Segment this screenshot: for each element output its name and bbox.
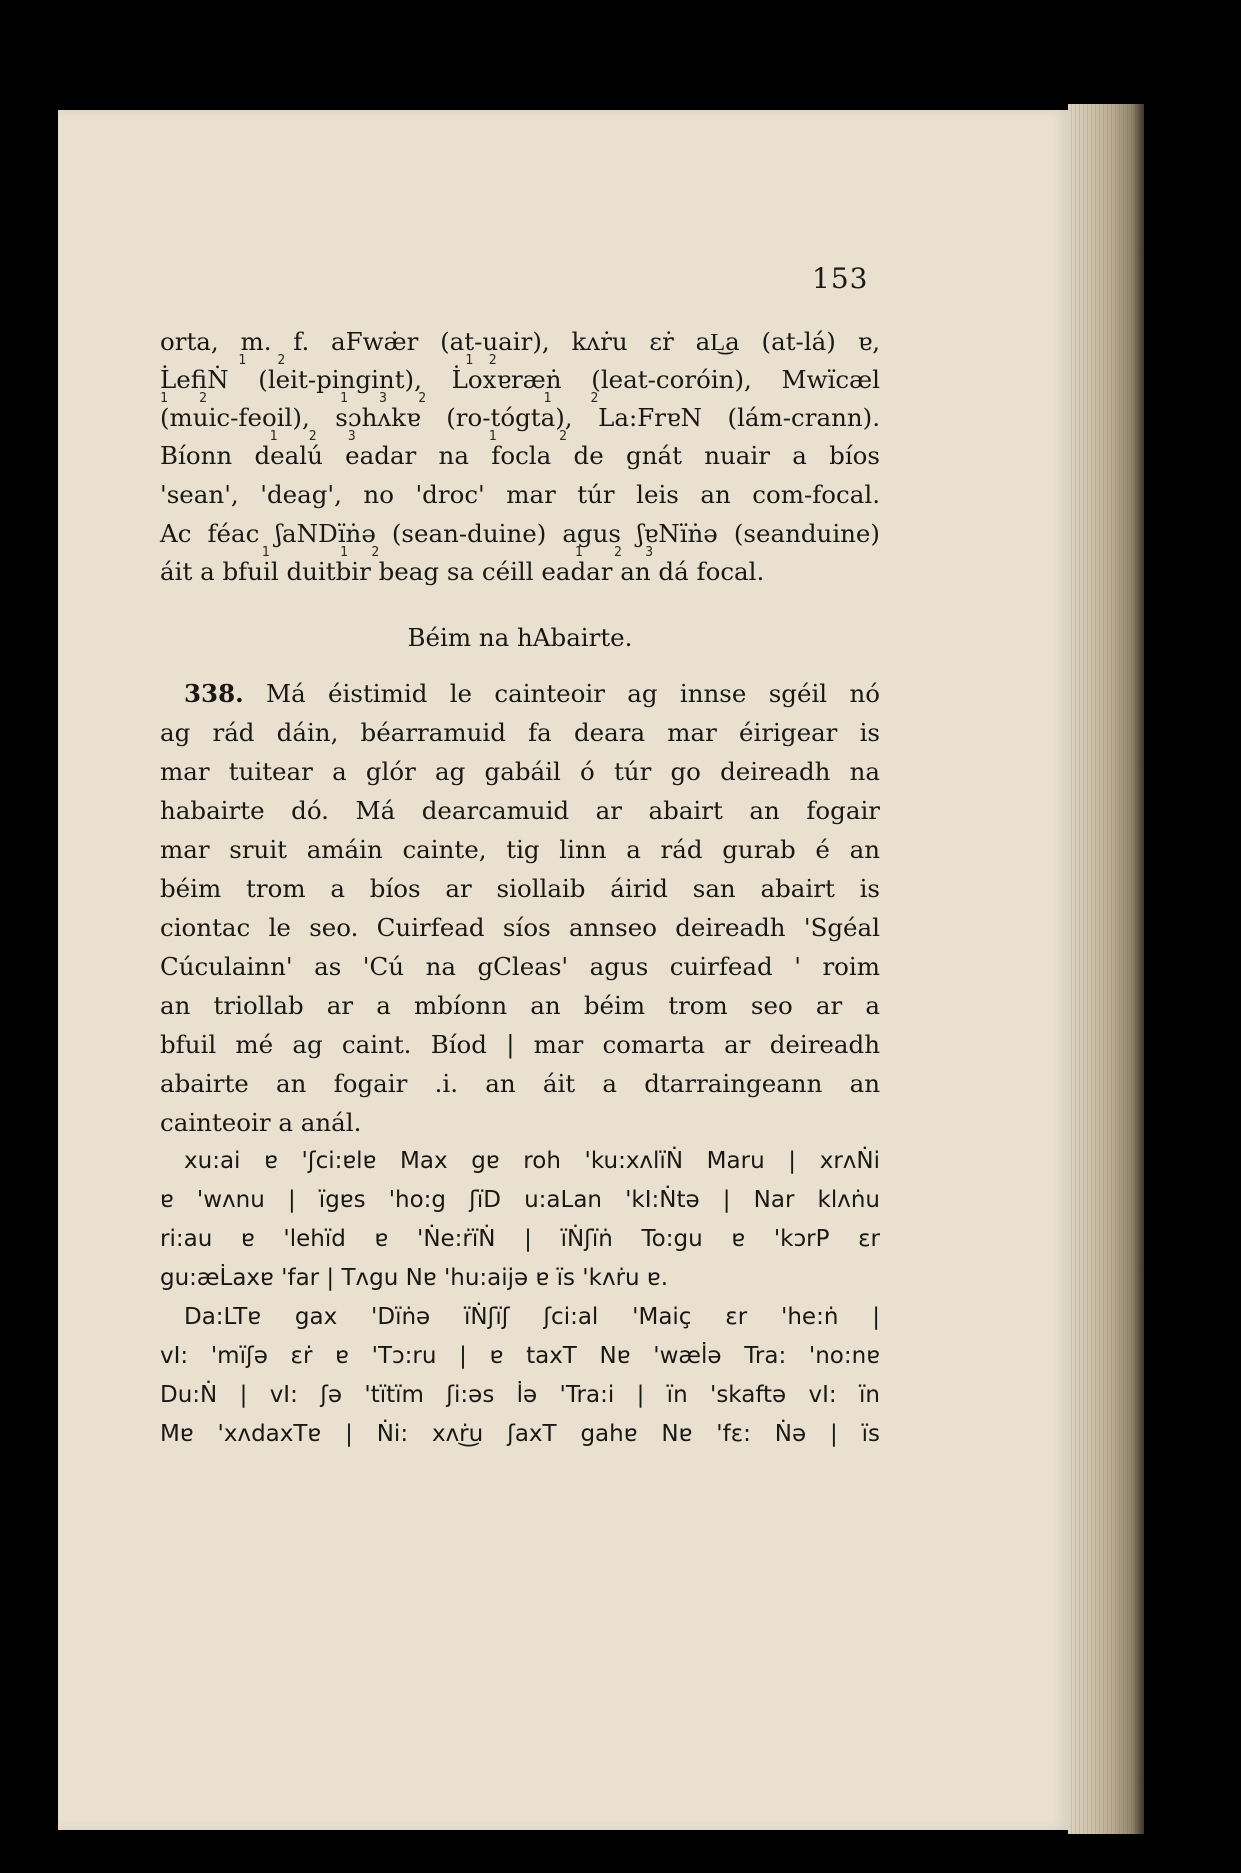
text-line: mar tuitear a glór ag gabáil ó túr go deireadh na bbox=[160, 757, 880, 786]
text-line: Ac féac ʃaNDïṅə (sean-duine) agus ʃɐNïṅə (seanduine) bbox=[160, 519, 880, 548]
text-line: L̇efiṄ (leit-pingint), L̇oxɐræṅ (leat-coróin), Mwïcæl bbox=[160, 365, 880, 394]
text-line: Bíonn dealú eadar na focla de gnát nuair a bíos bbox=[160, 441, 880, 470]
text-line: an triollab ar a mbíonn an béim trom seo ar a bbox=[160, 991, 880, 1020]
index-marks: 1 2 1 2 bbox=[160, 353, 497, 368]
text-line: cainteoir a anál. bbox=[160, 1108, 362, 1137]
text-line: Cúculainn' as 'Cú na gCleas' agus cuirfead ' roim bbox=[160, 952, 880, 981]
phonetic-line: xu:ai ɐ 'ʃci:ɐlɐ Max gɐ roh 'ku:xʌlïṄ Maru | xrʌṄi bbox=[184, 1148, 880, 1174]
page-number: 153 bbox=[812, 262, 869, 295]
text-line: mar sruit amáin cainte, tig linn a rád gurab é an bbox=[160, 835, 880, 864]
paragraph-number: 338. bbox=[184, 679, 244, 708]
text-line: bfuil mé ag caint. Bíod | mar comarta ar deireadh bbox=[160, 1030, 880, 1059]
phonetic-line: ri:au ɐ 'lehïd ɐ 'Ṅe:ṙïṄ | ïṄʃïṅ To:gu ɐ 'kɔrP εr bbox=[160, 1226, 880, 1252]
text-line: 'sean', 'deag', no 'droc' mar túr leis an com-focal. bbox=[160, 480, 880, 509]
section-heading: Béim na hAbairte. bbox=[407, 623, 633, 652]
page-body bbox=[160, 322, 880, 1454]
index-marks: 1 2 1 3 2 1 2 bbox=[160, 391, 599, 406]
index-marks: 1 1 2 1 2 3 bbox=[160, 545, 654, 560]
text-line: (muic-feoil), sɔhʌkɐ (ro-tógta), La:FrɐN (lám-crann). bbox=[160, 403, 880, 432]
phonetic-line: vI: 'mïʃə εṙ ɐ 'Tɔ:ru | ɐ taxT Nɐ 'wæl̇ə Tra: 'no:nɐ bbox=[160, 1343, 880, 1369]
phonetic-line: ɐ 'wʌnu | ïgɐs 'ho:g ʃïD u:aLan 'kI:Ṅtə | Nar klʌṅu bbox=[160, 1187, 880, 1213]
text-line: áit a bfuil duitbir beag sa céill eadar an dá focal. bbox=[160, 557, 765, 586]
page-edges bbox=[1068, 104, 1144, 1834]
phonetic-line: Du:Ṅ | vI: ʃə 'tïtïm ʃi:əs l̇ə 'Tra:i | ïn 'skaftə vI: ïn bbox=[160, 1382, 880, 1408]
paragraph-first-line bbox=[160, 674, 880, 713]
phonetic-line: Mɐ 'xʌdaxTɐ | Ṅi: xʌṙ͜u ʃaxT gahɐ Nɐ 'fε: Ṅə | ïs bbox=[160, 1421, 880, 1447]
scan-border-top bbox=[0, 0, 1241, 110]
index-marks: 1 2 3 1 2 bbox=[160, 429, 567, 444]
text-line: ag rád dáin, béarramuid fa deara mar éirigear is bbox=[160, 718, 880, 747]
phonetic-line: Da:LTɐ gax 'Dïṅə ïṄʃïʃ ʃci:al 'Maiç εr 'he:ṅ | bbox=[184, 1304, 880, 1330]
text-line: Má éistimid le cainteoir ag innse sgéil nó bbox=[266, 679, 880, 708]
text-line: orta, m. f. aFwæ̇r (at-uair), kʌṙu εṙ aL͜a (at-lá) ɐ, bbox=[160, 327, 880, 356]
text-line: béim trom a bíos ar siollaib áirid san abairt is bbox=[160, 874, 880, 903]
text-line: habairte dó. Má dearcamuid ar abairt an fogair bbox=[160, 796, 880, 825]
text-line: abairte an fogair .i. an áit a dtarraingeann an bbox=[160, 1069, 880, 1098]
text-line: ciontac le seo. Cuirfead síos annseo deireadh 'Sgéal bbox=[160, 913, 880, 942]
phonetic-line: gu:æL̇axɐ 'far | Tʌgu Nɐ 'hu:aijə ɐ ïs 'kʌṙu ɐ. bbox=[160, 1265, 669, 1291]
